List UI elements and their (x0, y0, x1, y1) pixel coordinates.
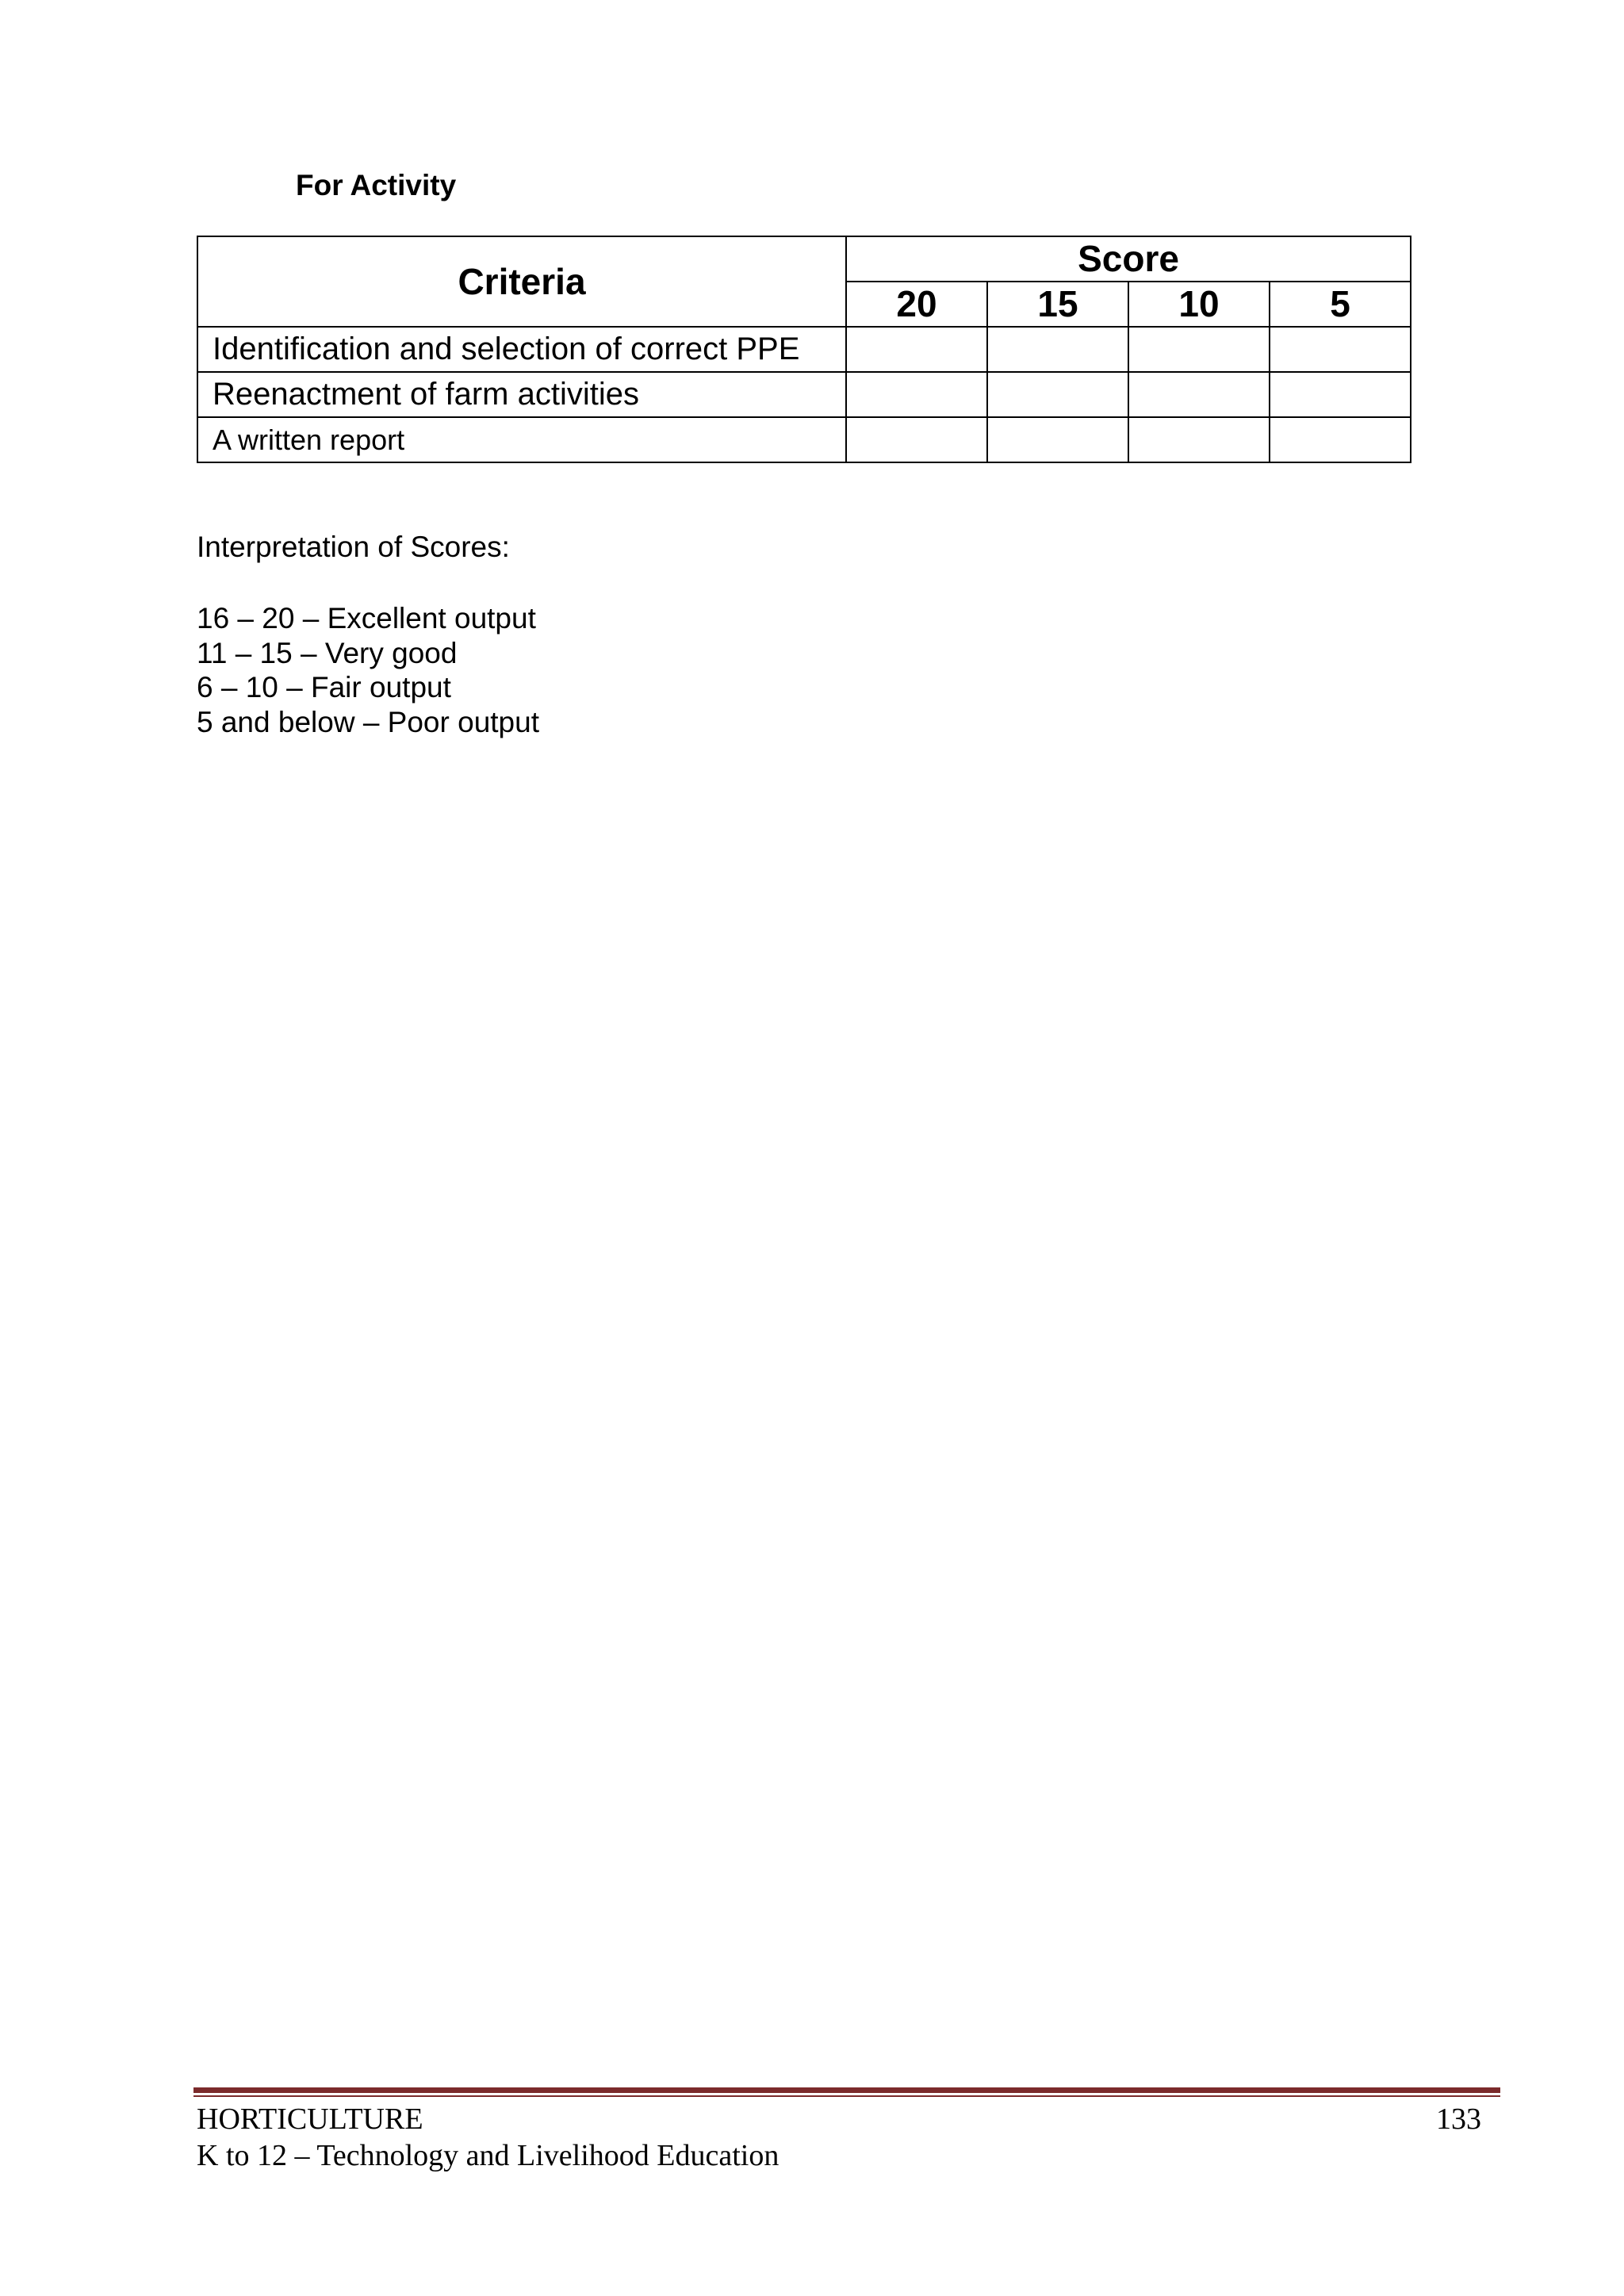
criteria-header: Criteria (197, 236, 846, 327)
footer-subtitle: K to 12 – Technology and Livelihood Education (197, 2139, 779, 2172)
footer-divider (193, 2087, 1500, 2097)
score-value-15: 15 (987, 282, 1128, 327)
footer-title: HORTICULTURE (197, 2102, 423, 2136)
score-cell (987, 372, 1128, 417)
score-value-5: 5 (1270, 282, 1411, 327)
footer-divider-thin (193, 2095, 1500, 2097)
page-number: 133 (1436, 2102, 1481, 2136)
table-row (197, 327, 1411, 372)
footer-divider-thick (193, 2087, 1500, 2093)
score-cell (1270, 327, 1411, 372)
list-item: 5 and below – Poor output (197, 705, 539, 738)
score-cell (1270, 372, 1411, 417)
score-cell (1128, 417, 1270, 462)
score-cell (987, 327, 1128, 372)
list-item: 16 – 20 – Excellent output (197, 602, 536, 634)
section-heading: For Activity (296, 169, 457, 201)
score-cell (1128, 327, 1270, 372)
score-header: Score (846, 236, 1411, 282)
rubric-header-row (197, 236, 1411, 282)
rubric-table (197, 236, 1411, 463)
score-cell (846, 327, 987, 372)
interpretation-title: Interpretation of Scores: (197, 531, 510, 563)
score-cell (1128, 372, 1270, 417)
criterion-cell: A written report (197, 417, 846, 462)
score-cell (846, 417, 987, 462)
criterion-cell: Reenactment of farm activities (197, 372, 846, 417)
interpretation-list (197, 601, 539, 739)
list-item: 11 – 15 – Very good (197, 636, 458, 669)
criterion-cell: Identification and selection of correct PPE (197, 327, 846, 372)
list-item: 6 – 10 – Fair output (197, 671, 451, 703)
score-cell (987, 417, 1128, 462)
score-value-10: 10 (1128, 282, 1270, 327)
score-value-20: 20 (846, 282, 987, 327)
table-row (197, 417, 1411, 462)
table-row (197, 372, 1411, 417)
score-cell (846, 372, 987, 417)
score-cell (1270, 417, 1411, 462)
